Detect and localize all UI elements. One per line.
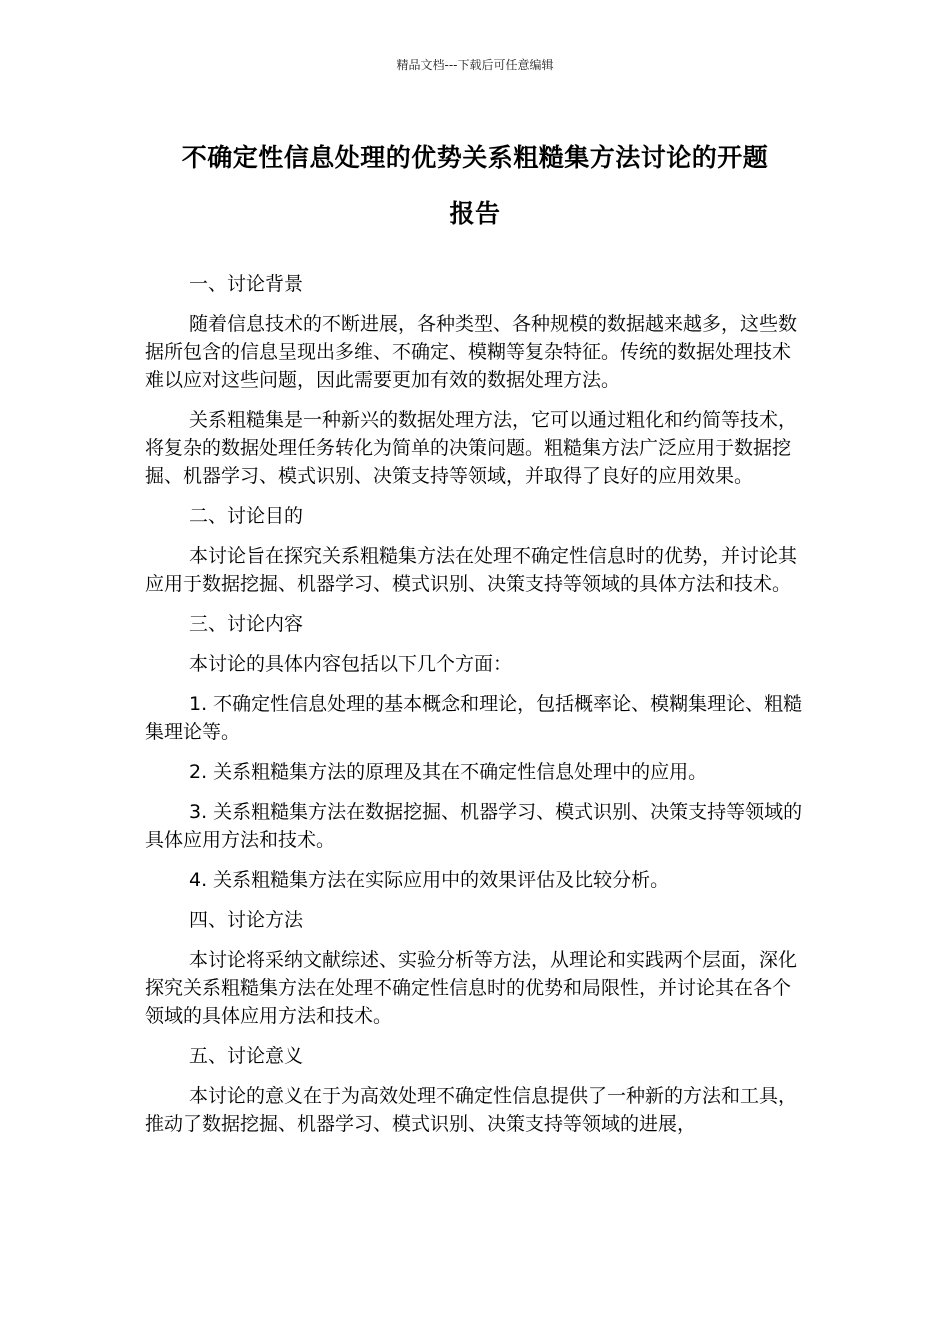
paragraph: 本讨论的意义在于为高效处理不确定性信息提供了一种新的方法和工具，推动了数据挖掘、机器学习、模式识别、决策支持等领域的进展， <box>145 1085 798 1135</box>
paragraph: 关系粗糙集是一种新兴的数据处理方法，它可以通过粗化和约简等技术，将复杂的数据处理任务转化为简单的决策问题。粗糙集方法广泛应用于数据挖掘、机器学习、模式识别、决策支持等领域，并取得了良好的应用效果。 <box>145 409 798 487</box>
paragraph: 本讨论将采纳文献综述、实验分析等方法，从理论和实践两个层面，深化探究关系粗糙集方法在处理不确定性信息时的优势和局限性，并讨论其在各个领域的具体应用方法和技术。 <box>145 949 798 1027</box>
section-heading-significance: 五、讨论意义 <box>189 1045 304 1067</box>
title-line-2: 报告 <box>449 199 501 228</box>
section-heading-method: 四、讨论方法 <box>189 909 304 931</box>
section-heading-content: 三、讨论内容 <box>189 613 304 635</box>
list-item: 2. 关系粗糙集方法的原理及其在不确定性信息处理中的应用。 <box>189 761 708 783</box>
document-body <box>145 270 809 1150</box>
list-item: 1. 不确定性信息处理的基本概念和理论，包括概率论、模糊集理论、粗糙集理论等。 <box>145 693 803 743</box>
header-note: 精品文档---下载后可任意编辑 <box>396 58 554 72</box>
list-item: 3. 关系粗糙集方法在数据挖掘、机器学习、模式识别、决策支持等领域的具体应用方法和技术。 <box>145 801 803 851</box>
document-title <box>140 130 810 242</box>
title-line-1: 不确定性信息处理的优势关系粗糙集方法讨论的开题 <box>181 143 769 172</box>
list-item: 4. 关系粗糙集方法在实际应用中的效果评估及比较分析。 <box>189 869 670 891</box>
paragraph: 本讨论的具体内容包括以下几个方面： <box>189 653 513 675</box>
section-heading-background: 一、讨论背景 <box>189 273 304 295</box>
paragraph: 本讨论旨在探究关系粗糙集方法在处理不确定性信息时的优势，并讨论其应用于数据挖掘、机器学习、模式识别、决策支持等领域的具体方法和技术。 <box>145 545 798 595</box>
section-heading-purpose: 二、讨论目的 <box>189 505 304 527</box>
paragraph: 随着信息技术的不断进展，各种类型、各种规模的数据越来越多，这些数据所包含的信息呈现出多维、不确定、模糊等复杂特征。传统的数据处理技术难以应对这些问题，因此需要更加有效的数据处理方法。 <box>145 313 798 391</box>
